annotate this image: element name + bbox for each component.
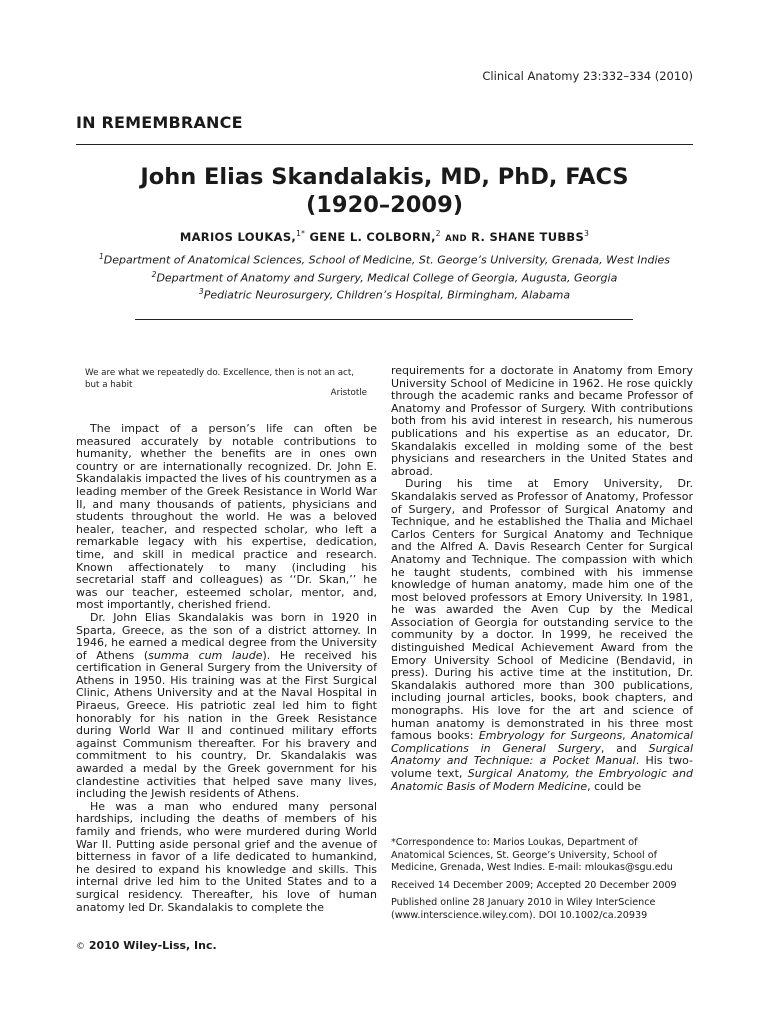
publication-info: Published online 28 January 2010 in Wiley InterScience (www.interscience.wiley.com). DOI 10.1002/ca.20939 — [391, 897, 656, 921]
affiliation-text: Department of Anatomical Sciences, School of Medicine, St. George’s University, Grenada, West Indies — [103, 253, 671, 267]
paragraph: He was a man who endured many personal hardships, including the deaths of members of his family and friends, who were murdered during World War II. Putting aside personal grief and the avenue of bitterness in favor of a life dedicated to humankind, he desired to expand his knowledge and skills. This internal drive led him to the United States and to a surgical residency. Thereafter, his love of human anatomy led Dr. Skandalakis to complete the — [76, 799, 377, 914]
author-1: MARIOS LOUKAS, — [179, 229, 297, 244]
author-1-affiliation: 1* — [296, 229, 306, 238]
article-title — [76, 163, 693, 219]
affiliation-text: Pediatric Neurosurgery, Children’s Hospital, Birmingham, Alabama — [203, 288, 571, 302]
paragraph: Dr. John Elias Skandalakis was born in 1920 in Sparta, Greece, as the son of a district attorney. In 1946, he earned a medical degree from the University of Athens (summa cum laude). He received his certification in General Surgery from the University of Athens in 1950. His training was at the First Surgical Clinic, Athens University and at the Naval Hospital in Piraeus, Greece. His patriotic zeal led him to fight honorably for his nation in the Greek Resistance during World War II and continued military efforts against Communism thereafter. For his bravery and commitment to his country, Dr. Skandalakis was awarded a medal by the Greek government for his clandestine activities that helped save many lives, including the Jewish residents of Athens. — [76, 610, 377, 801]
journal-citation: Clinical Anatomy 23:332–334 (2010) — [482, 69, 693, 83]
body-column-right — [391, 365, 693, 793]
affiliation-number: 3 — [198, 287, 204, 297]
affiliation-text: Department of Anatomy and Surgery, Medical College of Georgia, Augusta, Georgia — [156, 271, 618, 285]
affiliations — [76, 250, 693, 303]
copyright-symbol: © — [76, 942, 85, 952]
affiliation — [76, 250, 693, 268]
top-divider — [76, 144, 693, 145]
copyright-notice — [76, 939, 217, 952]
author-2-affiliation: 2 — [435, 229, 441, 238]
received-dates: Received 14 December 2009; Accepted 20 December 2009 — [391, 879, 677, 891]
author-3-affiliation: 3 — [584, 229, 590, 238]
affiliation — [76, 285, 693, 303]
book-title: Embryology for Surgeons — [478, 729, 623, 743]
correspondence-note: *Correspondence to: Marios Loukas, Department of Anatomical Sciences, St. George’s University, School of Medicine, Grenada, West Indies. E-mail: mloukas@sgu.edu — [391, 837, 673, 874]
affiliation — [76, 268, 693, 286]
book-title: Surgical Anatomy, the Embryologic and Anatomic Basis of Modern Medicine — [391, 767, 693, 793]
author-list — [76, 229, 693, 244]
book-title: Anatomical Complications in General Surgery — [391, 729, 693, 755]
paragraph: During his time at Emory University, Dr. Skandalakis served as Professor of Anatomy, Professor of Surgery, and Professor of Surgical Anatomy and Technique, and he established the Thalia and Michael Carlos Centers for Surgical Anatomy and Technique and the Alfred A. Davis Research Center for Surgical Anatomy and Technique. The compassion with which he taught students, combined with his immense knowledge of human anatomy, made him one of the most beloved professors at Emory University. In 1981, he was awarded the Aven Cup by the Medical Association of Georgia for outstanding service to the community by a doctor. In 1999, he received the distinguished Medical Achievement Award from the Emory University School of Medicine (Bendavid, in press). During his active time at the institution, Dr. Skandalakis authored more than 300 publications, including journal articles, books, book chapters, and monographs. His love for the art and science of human anatomy is demonstrated in his three most famous books: Embryology for Surgeons, Anatomical Complications in General Surgery, and Surgical Anatomy and Technique: a Pocket Manual. His two-volume text, Surgical Anatomy, the Embryologic and Anatomic Basis of Modern Medicine, could be — [391, 477, 694, 793]
section-heading: IN REMEMBRANCE — [76, 113, 243, 132]
body-column-left — [76, 423, 377, 914]
epigraph-author: Aristotle — [330, 388, 367, 398]
title-line-2: (1920–2009) — [305, 192, 464, 218]
author-3: R. SHANE TUBBS — [471, 229, 585, 244]
footnotes — [391, 837, 693, 928]
affiliation-number: 1 — [98, 252, 104, 261]
author-conjunction: AND — [445, 233, 467, 244]
title-divider — [135, 319, 633, 320]
copyright-text: 2010 Wiley-Liss, Inc. — [88, 939, 217, 952]
paragraph: The impact of a person’s life can often be measured accurately by notable contributions to humanity, whether the benefits are in ones own country or are internationally recognized. Dr. John E. Skandalakis impacted the lives of his countrymen as a leading member of the Greek Resistance in World War II, and many thousands of patients, physicians and students throughout the world. He was a beloved healer, teacher, and respected scholar, who left a remarkable legacy with his expertise, dedication, time, and skill in medical practice and research. Known affectionately to many (including his secretarial staff and colleagues) as ‘‘Dr. Skan,’’ he was our teacher, esteemed scholar, mentor, and, most importantly, cherished friend. — [76, 422, 377, 612]
book-title: Surgical Anatomy and Technique: a Pocket Manual — [391, 741, 694, 768]
paragraph: requirements for a doctorate in Anatomy from Emory University School of Medicine in 1962. He rose quickly through the academic ranks and became Professor of Anatomy and Professor of Surgery. With contributions both from his avid interest in research, his numerous publications and his expertise as an educator, Dr. Skandalakis excelled in molding some of the best physicians and researchers in the United States and abroad. — [391, 364, 693, 478]
title-line-1: John Elias Skandalakis, MD, PhD, FACS — [140, 164, 629, 190]
affiliation-number: 2 — [151, 269, 157, 279]
epigraph-quote: We are what we repeatedly do. Excellence, then is not an act, but a habit — [85, 368, 354, 390]
author-2: GENE L. COLBORN, — [309, 229, 436, 244]
